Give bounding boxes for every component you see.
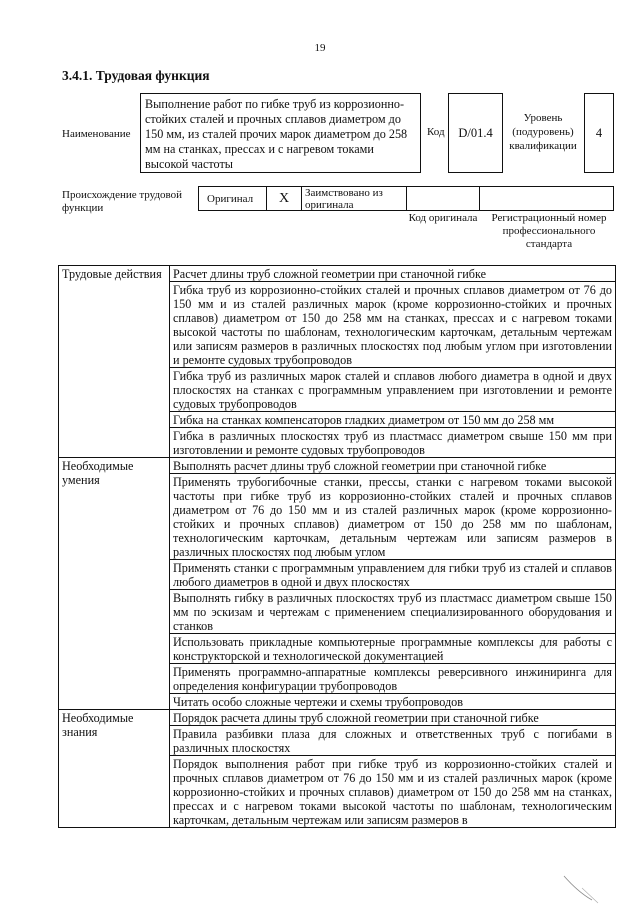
section-title: 3.4.1. Трудовая функция <box>62 68 210 83</box>
table-cell: Гибка на станках компенсаторов гладких диаметром от 150 мм до 258 мм <box>170 412 616 428</box>
level-label: Уровень (подуровень) квалификации <box>509 112 577 152</box>
code-original-cell <box>407 187 480 210</box>
code-value-box: D/01.4 <box>448 93 503 173</box>
category-cell: Трудовые действия <box>59 266 170 458</box>
table-cell: Применять станки с программным управлением для гибки труб из сталей и сплавов любого диаметров в одной и двух плоскостях <box>170 560 616 590</box>
table-row <box>59 710 616 726</box>
scan-mark <box>558 874 608 904</box>
original-label: Оригинал <box>199 187 267 210</box>
code-original-label: Код оригинала <box>408 212 478 224</box>
page-number: 19 <box>314 42 326 54</box>
table-cell: Гибка труб из различных марок сталей и сплавов любого диаметра в одной и двух плоскостях на станках с программным управлением при изготовлении и ремонте судовых трубопроводов <box>170 368 616 412</box>
table-cell: Выполнять гибку в различных плоскостях труб из пластмасс диаметром свыше 150 мм по эскизам и чертежам с применением специализированного оборудования и станков <box>170 590 616 634</box>
original-mark: X <box>267 187 302 210</box>
table-cell: Правила разбивки плаза для сложных и ответственных труб с погибами в различных плоскостях <box>170 726 616 756</box>
origin-row <box>198 186 614 211</box>
table-cell: Выполнять расчет длины труб сложной геометрии при станочной гибке <box>170 458 616 474</box>
table-cell: Использовать прикладные компьютерные программные комплексы для работы с конструкторской и технологической документацией <box>170 634 616 664</box>
table-cell: Читать особо сложные чертежи и схемы трубопроводов <box>170 694 616 710</box>
table-cell: Расчет длины труб сложной геометрии при станочной гибке <box>170 266 616 282</box>
table-row <box>59 266 616 282</box>
function-details-table <box>58 265 616 828</box>
borrowed-label: Заимствовано из оригинала <box>302 187 407 210</box>
table-cell: Порядок расчета длины труб сложной геометрии при станочной гибке <box>170 710 616 726</box>
reg-number-label: Регистрационный номер профессионального стандарта <box>491 212 607 250</box>
table-cell: Применять трубогибочные станки, прессы, станки с нагревом токами высокой частоты при гибке труб из коррозионно-стойких сталей и прочных сплавов диаметром от 76 до 150 мм и из сталей различных марок (кроме коррозионно-стойких и прочных сплавов) диаметром от 150 до 258 мм по шаблонам, технологическим карточкам, детальным чертежам или записям размеров в различных плоскостях под любым углом <box>170 474 616 560</box>
table-cell: Порядок выполнения работ при гибке труб из коррозионно-стойких сталей и прочных сплавов диаметром от 76 до 150 мм и из сталей различных марок (кроме коррозионно-стойких и прочных сплавов) диаметром от 150 до 258 мм на станках, прессах и с нагревом токами высокой частоты по шаблонам, технологическим карточкам, детальным чертежам или записям размеров в <box>170 756 616 828</box>
category-cell: Необходимые умения <box>59 458 170 710</box>
table-cell: Гибка труб из коррозионно-стойких сталей и прочных сплавов диаметром от 76 до 150 мм и из сталей различных марок (кроме коррозионно-стойких и прочных сплавов) диаметром от 150 до 258 мм на станках, прессах и с нагревом токами высокой частоты по шаблонам, технологическим карточкам, детальным чертежам или записям размеров в различных плоскостях под любым углом при изготовлении и ремонте судовых трубопроводов <box>170 282 616 368</box>
code-label: Код <box>427 126 445 138</box>
reg-number-cell <box>480 187 613 210</box>
name-label: Наименование <box>62 128 131 140</box>
table-cell: Гибка в различных плоскостях труб из пластмасс диаметром свыше 150 мм при изготовлении и ремонте судовых трубопроводов <box>170 428 616 458</box>
origin-label: Происхождение трудовой функции <box>62 189 183 214</box>
category-cell: Необходимые знания <box>59 710 170 828</box>
table-cell: Применять программно-аппаратные комплексы реверсивного инжиниринга для определения конфигурации трубопроводов <box>170 664 616 694</box>
level-value-box: 4 <box>584 93 614 173</box>
function-name-box: Выполнение работ по гибке труб из коррозионно-стойких сталей и прочных сплавов диаметром до 150 мм, из сталей прочих марок диаметром до 258 мм на станках, прессах и с нагревом токами высокой частоты <box>140 93 421 173</box>
table-row <box>59 458 616 474</box>
